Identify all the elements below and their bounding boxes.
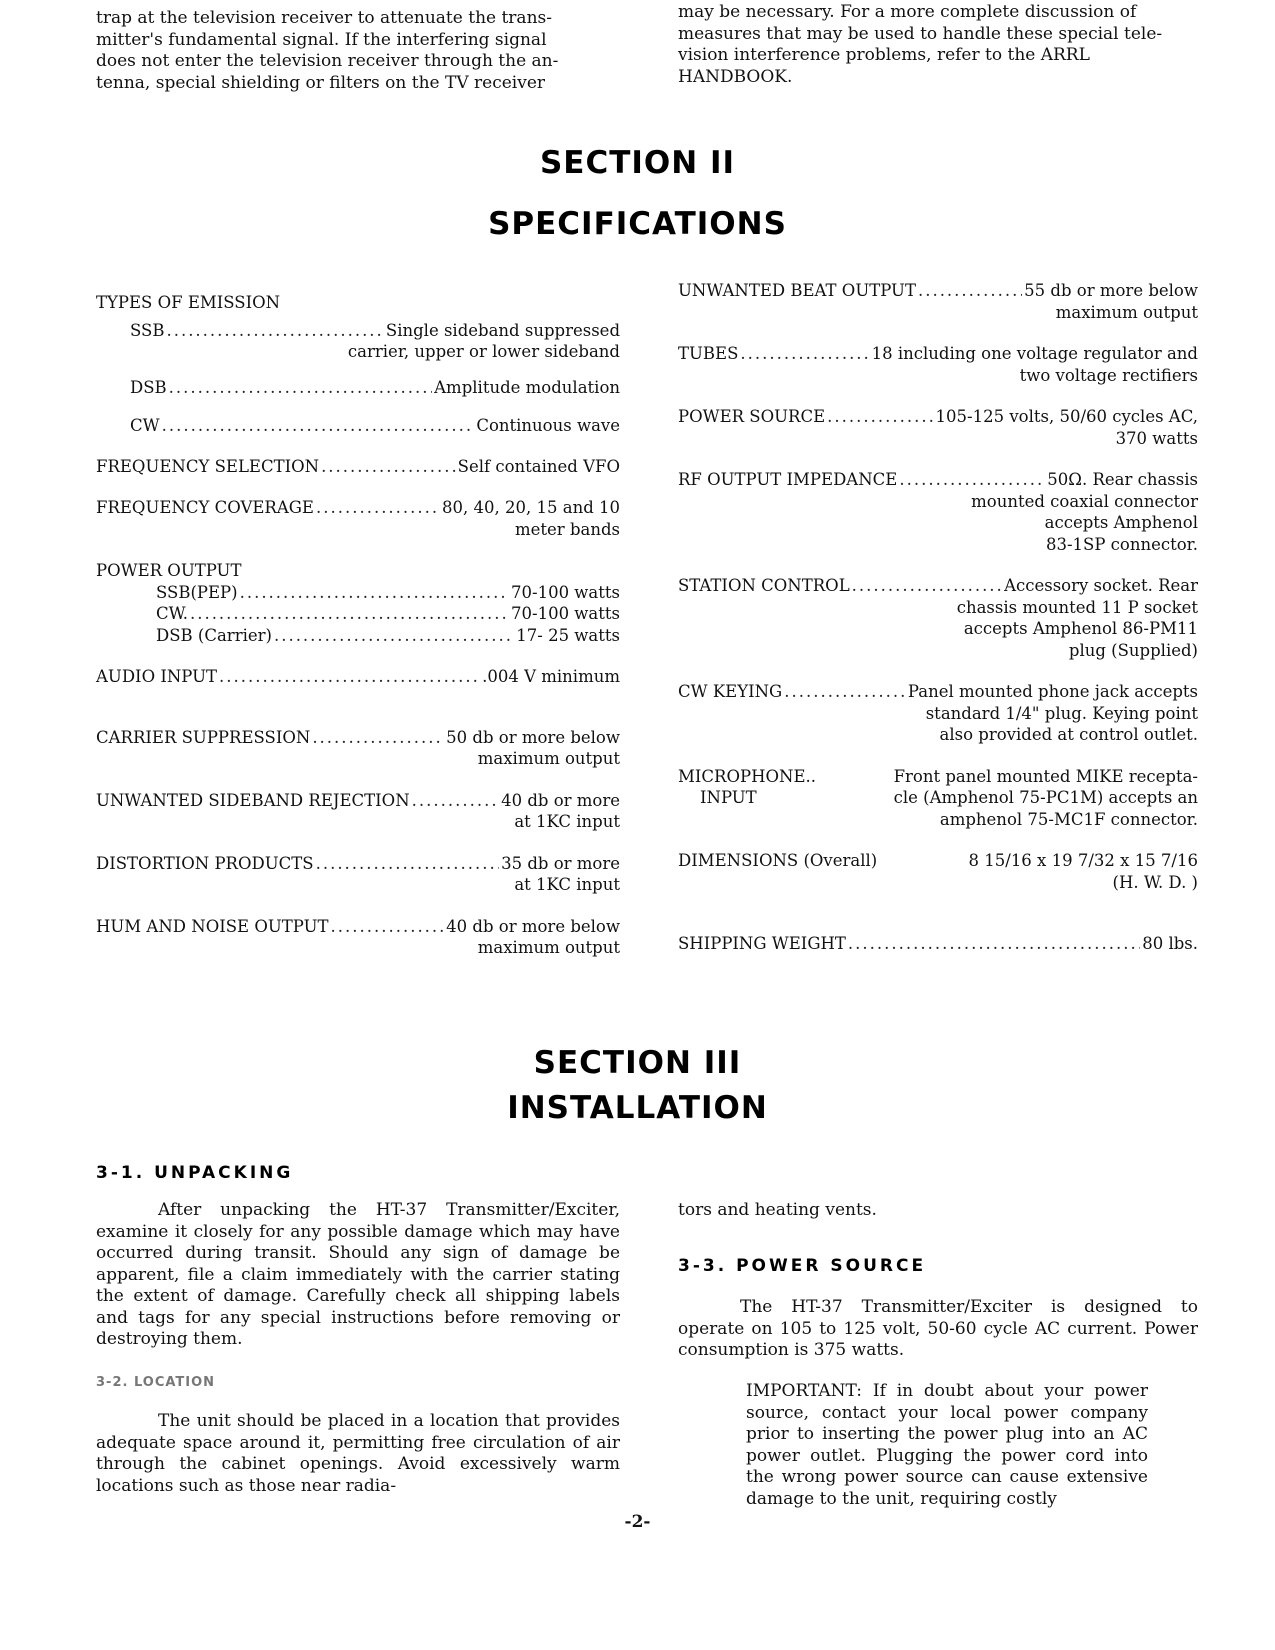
text-line: tenna, special shielding or filters on the TV receiver [96, 72, 546, 93]
subsection-heading-unpacking: 3-1. UNPACKING [96, 1163, 294, 1183]
spec-row-cw: CW ..... Continuous wave [130, 415, 620, 437]
paragraph-unpacking: After unpacking the HT-37 Transmitter/Exciter, examine it closely for any possible damage which may have occurred during transit. Should any sign of damage be apparent, file a claim immediately with the carrier stating the extent of damage. Carefully check all shipping labels and tags for any special instructions before removing or destroying them. [96, 1200, 620, 1349]
specs-left-column: TYPES OF EMISSION SSB ..... Single sideband suppressed carrier, upper or lower sideband DSB ..... Amplitude modulation CW ..... Continuous wave FREQUENCY SELECTION ..... Self contained VFO FREQUENCY COVERAGE ..... 80, 40, 20, 15 and 10 meter bands POWER OUTPUT SSB(PEP) ..... 70-100 watts CW. ..... 70-100 watts DSB (Carrier) ..... 17- 25 watts AUDIO INPUT ..... .004 V minimum CARRIER SUPPRESSION ..... 50 db or more below maximum output UNWANTED SIDEBAND REJECTION ..... 40 db or more at 1KC input DISTORTION PRODUCTS ..... 35 db or more at 1KC input HUM AND NOISE OUTPUT ..... 40 db or more below maximum output [96, 292, 620, 959]
paragraph-location-continued: tors and heating vents. [678, 1200, 877, 1220]
top-continuation-right [678, 2, 1198, 88]
spec-row-tubes: TUBES ..... 18 including one voltage regulator and [678, 343, 1198, 365]
subsection-heading-power-source: 3-3. POWER SOURCE [678, 1256, 927, 1276]
section-title: SPECIFICATIONS [488, 206, 787, 242]
spec-row-audio-input: AUDIO INPUT ..... .004 V minimum [96, 666, 620, 688]
spec-row-frequency-coverage: FREQUENCY COVERAGE ..... 80, 40, 20, 15 and 10 [96, 497, 620, 519]
spec-row-unwanted-beat: UNWANTED BEAT OUTPUT ..... 55 db or more below [678, 280, 1198, 302]
spec-row-carrier-suppression: CARRIER SUPPRESSION ..... 50 db or more below [96, 727, 620, 749]
spec-row-power-ssb: SSB(PEP) ..... 70-100 watts [156, 582, 620, 604]
text-line: mitter's fundamental signal. If the interfering signal [96, 29, 547, 50]
section-number: SECTION III [533, 1045, 742, 1081]
spec-row-power-dsb: DSB (Carrier) ..... 17- 25 watts [156, 625, 620, 647]
subsection-heading-location: 3-2. LOCATION [96, 1375, 216, 1390]
spec-row-distortion: DISTORTION PRODUCTS ..... 35 db or more [96, 853, 620, 875]
spec-label: POWER OUTPUT [96, 561, 242, 580]
text-line: trap at the television receiver to attenuate the trans- [96, 8, 552, 28]
spec-row-frequency-selection: FREQUENCY SELECTION ..... Self contained VFO [96, 456, 620, 478]
spec-row-ssb: SSB ..... Single sideband suppressed [130, 320, 620, 342]
spec-label: TYPES OF EMISSION [96, 293, 281, 312]
important-note: IMPORTANT: If in doubt about your power source, contact your local power company prior to inserting the power plug into an AC power outlet. Plugging the power cord into the wrong power source can cause extensive damage to the unit, requiring costly [746, 1381, 1148, 1509]
section-number: SECTION II [539, 145, 736, 181]
paragraph-power-source: The HT-37 Transmitter/Exciter is designed to operate on 105 to 125 volt, 50-60 cycle AC current. Power consumption is 375 watts. [678, 1297, 1198, 1360]
spec-row-power-cw: CW. ..... 70-100 watts [156, 603, 620, 625]
specs-right-column: UNWANTED BEAT OUTPUT ..... 55 db or more below maximum output TUBES ..... 18 including one voltage regulator and two voltage rectifiers POWER SOURCE ..... 105-125 volts, 50/60 cycles AC, 370 watts RF OUTPUT IMPEDANCE ..... 50Ω. Rear chassis mounted coaxial connector accepts Amphenol 83-1SP connector. STATION CONTROL ..... Accessory socket. Rear chassis mounted 11 P socket accepts Amphenol 86-PM11 plug (Supplied) CW KEYING ..... Panel mounted phone jack accepts standard 1/4" plug. Keying point also provided at control outlet. MICROPHONE.. Front panel mounted MIKE recepta- INPUT cle (Amphenol 75-PC1M) accepts an amphenol 75-MC1F connector. DIMENSIONS (Overall) 8 15/16 x 19 7/32 x 15 7/16 (H. W. D. ) SHIPPING WEIGHT ..... 80 lbs. [678, 280, 1198, 955]
spec-row-shipping-weight: SHIPPING WEIGHT ..... 80 lbs. [678, 933, 1198, 955]
text-line: does not enter the television receiver through the an- [96, 51, 559, 71]
text-line: measures that may be used to handle these special tele- [678, 23, 1163, 44]
spec-row-cw-keying: CW KEYING ..... Panel mounted phone jack accepts [678, 681, 1198, 703]
section-title: INSTALLATION [507, 1090, 768, 1126]
text-line: HANDBOOK. [678, 66, 793, 87]
spec-row-dsb: DSB ..... Amplitude modulation [130, 377, 620, 399]
spec-row-hum-noise: HUM AND NOISE OUTPUT ..... 40 db or more below [96, 916, 620, 938]
spec-row-dimensions: DIMENSIONS (Overall) 8 15/16 x 19 7/32 x 15 7/16 (H. W. D. ) [678, 851, 1198, 892]
spec-row-unwanted-sideband: UNWANTED SIDEBAND REJECTION ..... 40 db or more [96, 790, 620, 812]
spec-row-microphone: MICROPHONE.. Front panel mounted MIKE recepta- INPUT cle (Amphenol 75-PC1M) accepts an amphenol 75-MC1F connector. [678, 766, 1198, 829]
spec-row-power-source: POWER SOURCE ..... 105-125 volts, 50/60 cycles AC, [678, 406, 1198, 428]
spec-row-rf-output: RF OUTPUT IMPEDANCE ..... 50Ω. Rear chassis [678, 469, 1198, 491]
page-number: -2- [624, 1512, 651, 1532]
text-line: may be necessary. For a more complete discussion of [678, 2, 1137, 22]
text-line: vision interference problems, refer to the ARRL [678, 45, 1090, 65]
paragraph-location: The unit should be placed in a location that provides adequate space around it, permitting free circulation of air through the cabinet openings. Avoid excessively warm locations such as those near radia- [96, 1411, 620, 1496]
spec-row-station-control: STATION CONTROL ..... Accessory socket. Rear [678, 575, 1198, 597]
top-continuation-left [96, 8, 620, 94]
